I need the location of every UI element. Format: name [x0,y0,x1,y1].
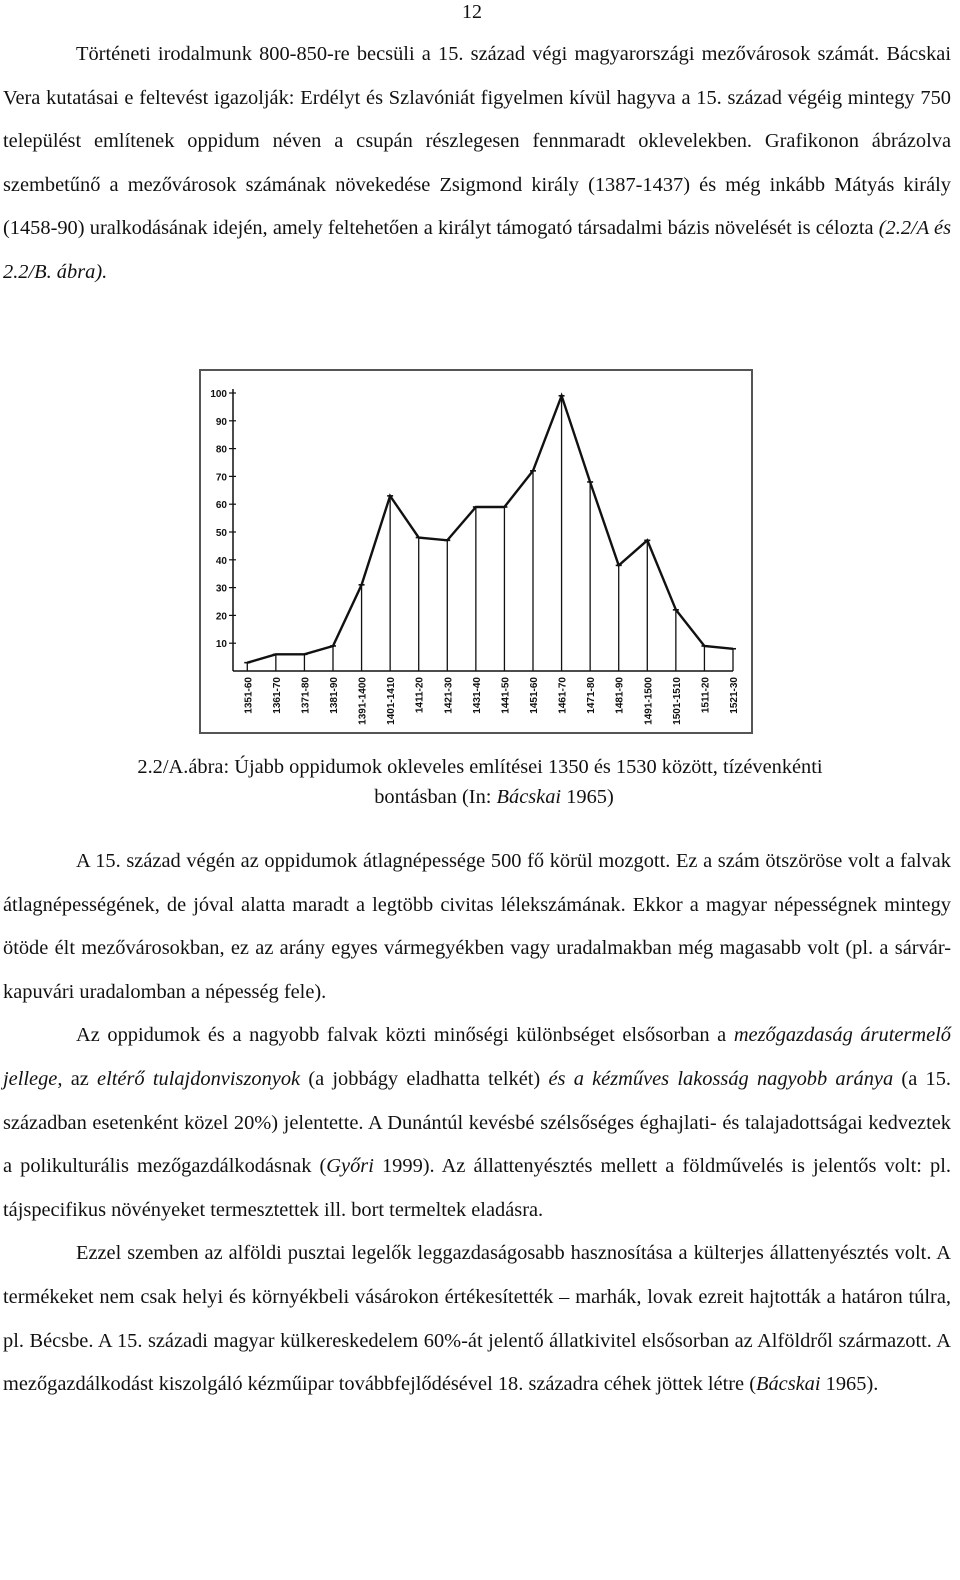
caption-line-2-a: bontásban (In: [374,786,497,808]
paragraph-2: A 15. század végén az oppidumok átlagnépessége 500 fő körül mozgott. Ez a szám ötszöröse volt a falvak átlagnépességének, de jóval alatta maradt a legtöbb civitas lélekszámának. Ekkor a magyar népességnek mintegy ötöde élt mezővárosokban, ez az arány egyes vármegyékben vagy uradalmakban még magasabb volt (pl. a sárvár-kapuvári uradalomban a népesség fele). [3,850,951,1003]
y-tick-label: 70 [215,472,227,484]
y-tick-label: 100 [210,389,227,400]
x-tick-label: 1431-40 [471,677,483,714]
paragraph-1-text-a: Történeti irodalmunk 800-850-re becsüli a 15. század végi magyarországi mezővárosok számát. Bácskai Vera kutatásai e feltevést igazolják: Erdélyt és Szlavóniát figyelmen kívül hagyva a 15. század végéig mintegy 750 települést említenek oppidum néven a csupán részlegesen fennmaradt oklevelekben. [3,43,951,153]
paragraph-1-text-b: Grafikonon ábrázolva szembetűnő a mezővárosok számának növekedése Zsigmond király (1387-1437) és még inkább Mátyás király (1458-90) uralkodásának idején, amely feltehetően a királyt támogató társadalmi bázis növelését is célozta [3,130,952,240]
caption-author: Bácskai [496,786,562,808]
figure-caption [0,752,960,812]
x-tick-label: 1491-1500 [643,677,655,725]
x-tick-label: 1361-70 [271,677,283,714]
paragraph-4-a: Ezzel szemben az alföldi pusztai legelők leggazdaságosabb hasznosítása a külterjes állattenyésztés volt. A termékeket nem csak helyi és környékbeli vásárokon értékesítették – marhák, lovak ezreit hajtották a határon túlra, pl. Bécsbe. A 15. századi magyar külkereskedelem 60%-át jelentő állatkivitel elsősorban az Alföldről származott. A mezőgazdálkodást kiszolgáló kézműipar továbbfejlődésével 18. századra céhek jöttek létre ( [3,1242,951,1396]
x-tick-label: 1351-60 [243,677,255,714]
paragraph-4 [3,1232,951,1406]
x-tick-label: 1481-90 [614,677,626,714]
x-tick-label: 1461-70 [557,677,569,714]
text-block-bottom [3,840,951,1407]
figure-reference: (2.2/A és 2.2/B. ábra). [3,217,951,283]
caption-line-2-b: 1965) [561,786,614,808]
caption-line-1: 2.2/A.ábra: Újabb oppidumok okleveles említései 1350 és 1530 között, tízévenkénti [137,756,823,778]
paragraph-3-c: (a jobbágy eladhatta telkét) [300,1067,549,1090]
page-number: 12 [462,1,482,23]
y-tick-label: 80 [215,444,227,456]
x-tick-label: 1471-80 [586,677,598,714]
x-tick-label: 1421-30 [443,677,455,714]
x-tick-label: 1371-80 [300,677,312,714]
x-tick-label: 1511-20 [700,677,712,714]
paragraph-3-e: 1999). Az állattenyésztés mellett a földművelés is jelentős volt: pl. tájspecifikus növényeket termesztettek ill. bort termeltek eladásra. [3,1155,951,1221]
paragraph-3-d: (a 15. században esetenként közel 20%) jelentette. A Dunántúl kevésbé szélsőséges éghajlati- és talajadottságai kedveztek a polikulturális mezőgazdálkodásnak ( [3,1067,951,1178]
paragraph-3-em-1: mezőgazdaság árutermelő jellege, [3,1024,951,1090]
x-tick-label: 1521-30 [729,677,740,714]
chart-svg [201,371,751,732]
paragraph-3-a: Az oppidumok és a nagyobb falvak közti minőségi különbséget elsősorban a [76,1024,734,1047]
paragraph-3-em-4: Győri [326,1155,374,1178]
series-line [247,396,733,663]
chart-figure [199,369,753,734]
y-tick-label: 20 [215,611,227,623]
x-tick-label: 1411-20 [414,677,426,714]
y-tick-label: 10 [215,639,227,651]
y-tick-label: 30 [215,583,227,595]
paragraph-4-b: 1965). [820,1373,879,1396]
x-tick-label: 1401-1410 [386,677,398,725]
x-tick-label: 1441-50 [500,677,512,714]
paragraph-3 [3,1014,951,1232]
y-tick-label: 90 [215,416,227,428]
paragraph-3-em-3: és a kézműves lakosság nagyobb aránya [548,1067,894,1090]
caption-line-2 [0,782,960,812]
x-tick-label: 1391-1400 [357,677,369,725]
paragraph-4-em: Bácskai [756,1373,821,1396]
x-tick-label: 1451-60 [529,677,540,714]
paragraph-3-b: az [62,1067,98,1090]
paragraph-3-em-2: eltérő tulajdonviszonyok [97,1067,301,1090]
y-tick-label: 40 [215,555,227,567]
x-tick-label: 1381-90 [329,677,340,714]
y-tick-label: 50 [215,528,227,539]
y-tick-label: 60 [215,500,227,512]
x-tick-label: 1501-1510 [671,677,683,725]
paragraph-1 [3,33,951,295]
text-block-top [3,33,951,295]
